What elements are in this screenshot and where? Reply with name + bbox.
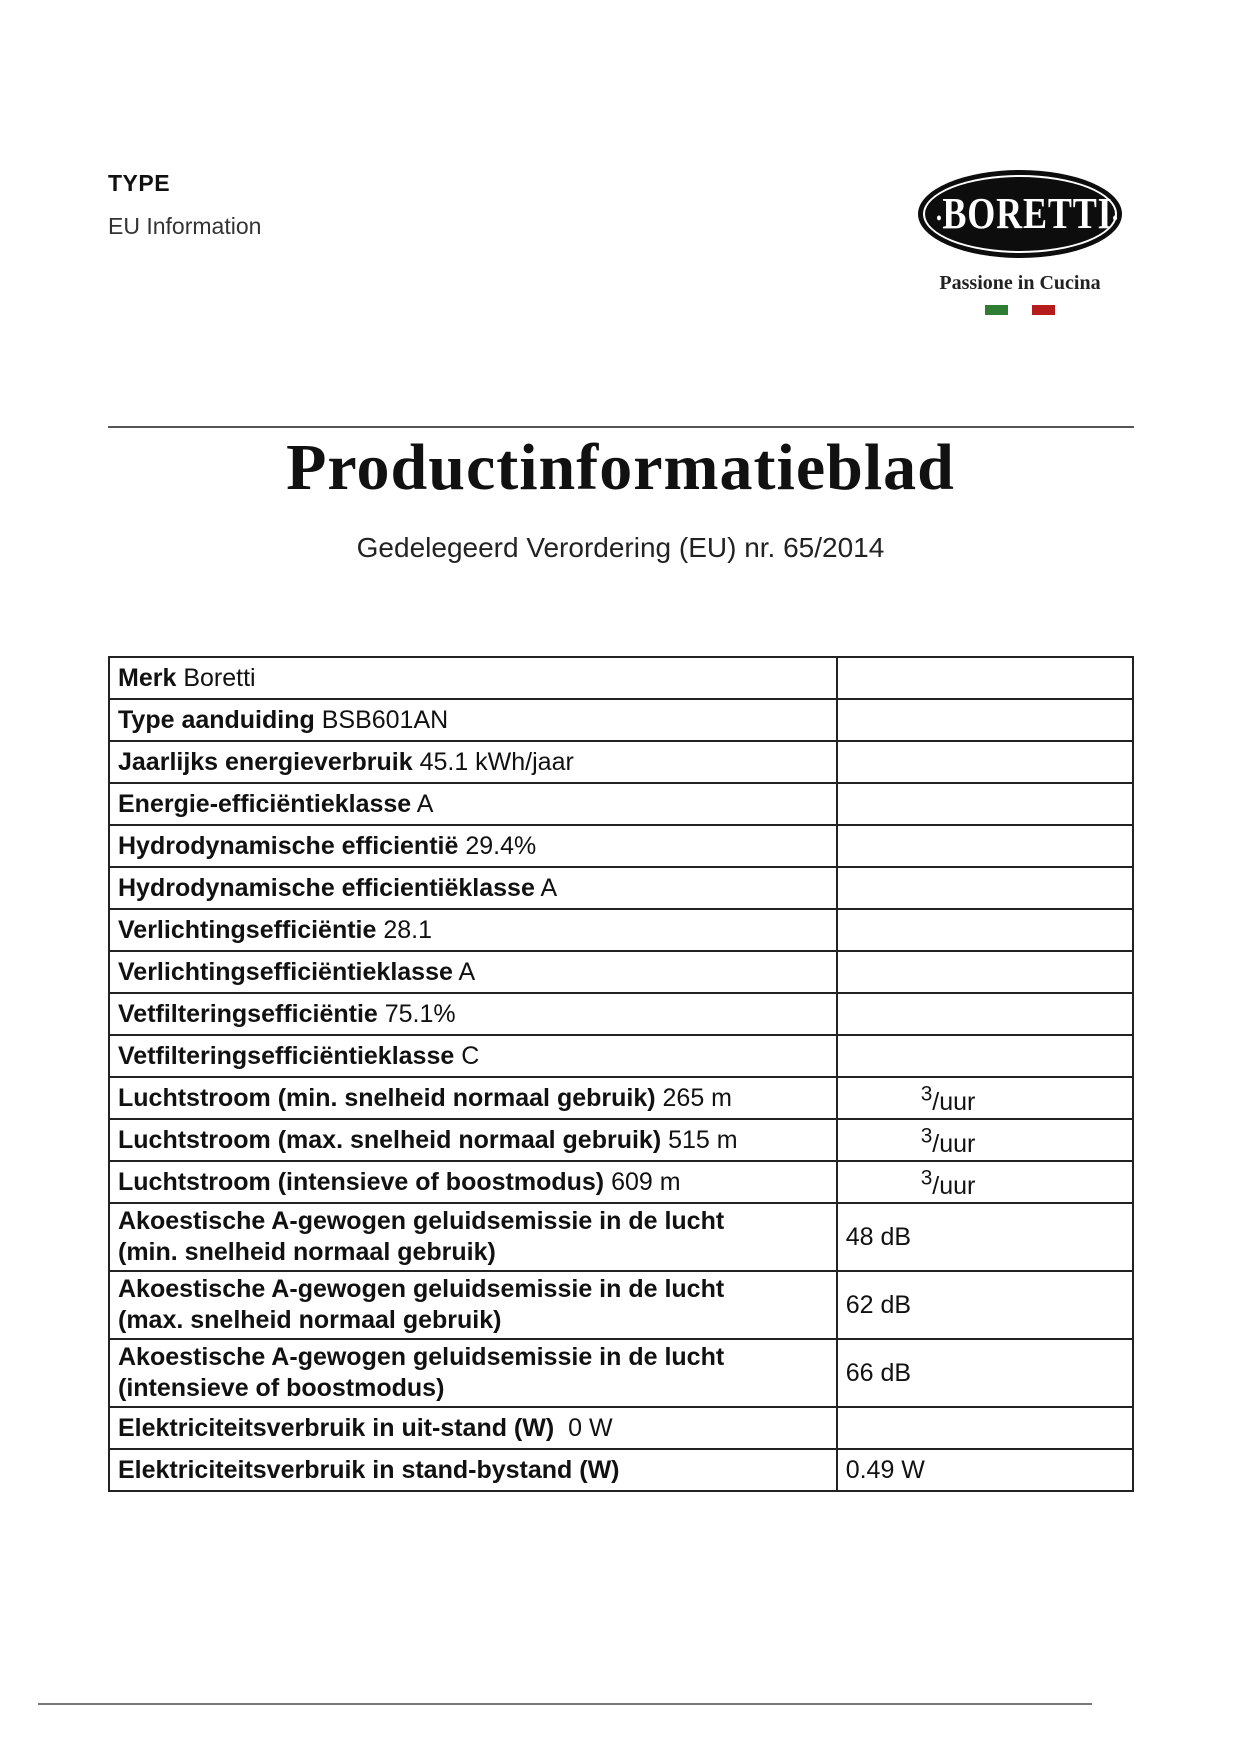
table-row: Luchtstroom (intensieve of boostmodus) 609 m $^3$/uur xyxy=(109,1161,1133,1203)
type-subtitle: EU Information xyxy=(108,213,262,239)
table-row: Elektriciteitsverbruik in uit-stand (W) 0 W xyxy=(109,1407,1133,1449)
table-row: Akoestische A-gewogen geluidsemissie in de lucht (min. snelheid normaal gebruik) 48 dB xyxy=(109,1203,1133,1271)
bottom-divider xyxy=(38,1703,1092,1705)
spec-table xyxy=(108,656,1134,1492)
logo-oval xyxy=(918,170,1122,258)
table-row: Type aanduiding BSB601AN xyxy=(109,699,1133,741)
table-row: Akoestische A-gewogen geluidsemissie in de lucht (max. snelheid normaal gebruik) 62 dB xyxy=(109,1271,1133,1339)
table-row: Elektriciteitsverbruik in stand-bystand (W) 0.49 W xyxy=(109,1449,1133,1491)
table-row: Vetfilteringsefficiëntie 75.1% xyxy=(109,993,1133,1035)
page-title: Productinformatieblad xyxy=(286,431,955,504)
table-row: Verlichtingsefficiëntie 28.1 xyxy=(109,909,1133,951)
table-row: Vetfilteringsefficiëntieklasse C xyxy=(109,1035,1133,1077)
table-row: Akoestische A-gewogen geluidsemissie in de lucht (intensieve of boostmodus) 66 dB xyxy=(109,1339,1133,1407)
boretti-logo xyxy=(910,170,1130,315)
table-row: Luchtstroom (min. snelheid normaal gebruik) 265 m $^3$/uur xyxy=(109,1077,1133,1119)
top-divider xyxy=(108,426,1134,428)
table-row: Verlichtingsefficiëntieklasse A xyxy=(109,951,1133,993)
table-row: Hydrodynamische efficientië 29.4% xyxy=(109,825,1133,867)
italian-flag-icon xyxy=(985,305,1055,315)
type-label: TYPE xyxy=(108,170,171,196)
logo-wordmark: •BORETTI• xyxy=(936,189,1119,238)
type-block xyxy=(108,170,261,240)
table-row: Luchtstroom (max. snelheid normaal gebruik) 515 m $^3$/uur xyxy=(109,1119,1133,1161)
page-subtitle: Gedelegeerd Verordering (EU) nr. 65/2014 xyxy=(356,532,885,563)
table-row: Hydrodynamische efficientiëklasse A xyxy=(109,867,1133,909)
table-row: Jaarlijks energieverbruik 45.1 kWh/jaar xyxy=(109,741,1133,783)
table-row: Merk Boretti xyxy=(109,657,1133,699)
table-row: Energie-efficiëntieklasse A xyxy=(109,783,1133,825)
logo-tagline: Passione in Cucina xyxy=(939,272,1101,294)
